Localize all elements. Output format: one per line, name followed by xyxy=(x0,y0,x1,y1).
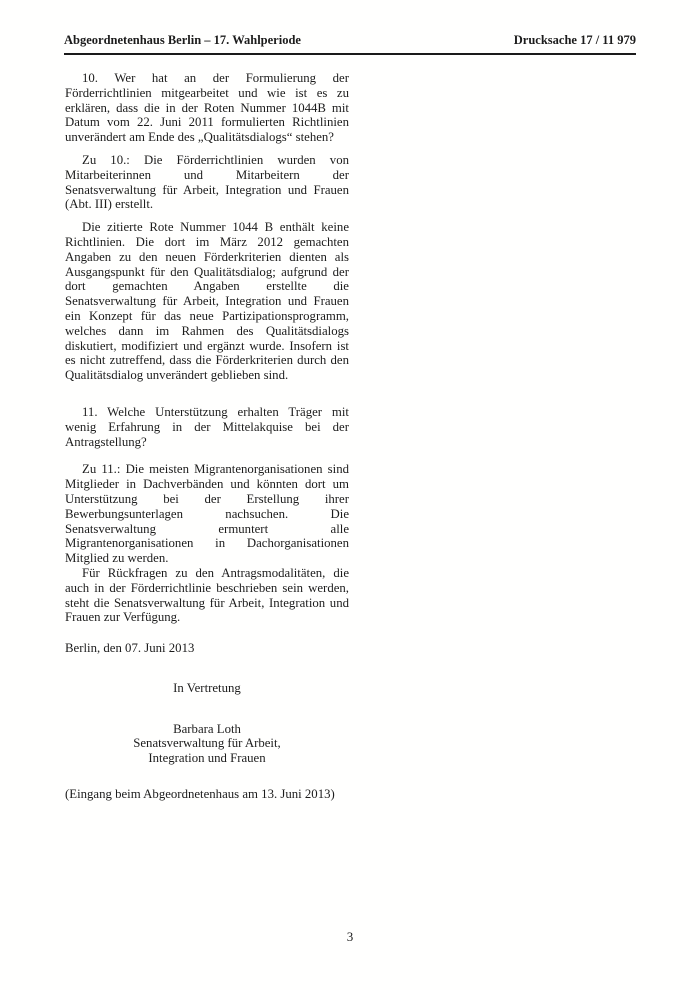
header-right-docnumber: Drucksache 17 / 11 979 xyxy=(513,33,636,47)
header-left-title: Abgeordnetenhaus Berlin – 17. Wahlperiode xyxy=(64,33,301,47)
signature-name: Barbara Loth xyxy=(173,721,241,736)
paragraph-question-10: 10. Wer hat an der Formulierung der Förderrichtlinien mitgearbeitet und wie ist es zu erklären, dass die in der Roten Nummer 1044B mit Datum vom 22. Juni 2011 formulierten Richtlinien unverändert am Ende des „Qualitätsdialogs“ stehen? xyxy=(65,71,349,145)
document-body xyxy=(65,71,349,802)
paragraph-answer-10-2: Die zitierte Rote Nummer 1044 B enthält keine Richtlinien. Die dort im März 2012 gemachten Angaben zu den neuen Förderkriterien dienten als Ausgangspunkt für den Qualitätsdialog; aufgrund der dort gemachten Angaben erstellte die Senatsverwaltung für Arbeit, Integration und Frauen ein Konzept für das neue Partizipationsprogramm, welches dann im Rahmen des Qualitätsdialogs diskutiert, modifiziert und ergänzt wurde. Insofern ist es nicht zutreffend, dass die Förderkriterien durch den Qualitätsdialog unverändert geblieben sind. xyxy=(65,220,349,383)
page-header xyxy=(64,33,636,55)
receipt-note: (Eingang beim Abgeordnetenhaus am 13. Juni 2013) xyxy=(65,787,335,802)
paragraph-answer-11-2: Für Rückfragen zu den Antragsmodalitäten, die auch in der Förderrichtlinie beschrieben sein werden, steht die Senatsverwaltung für Arbeit, Integration und Frauen zur Verfügung. xyxy=(65,565,349,625)
page-number: 3 xyxy=(346,929,354,944)
paragraph-question-11: 11. Welche Unterstützung erhalten Träger mit wenig Erfahrung in der Mittelakquise bei der Antragstellung? xyxy=(65,404,349,449)
signature-block xyxy=(65,722,349,766)
dateline: Berlin, den 07. Juni 2013 xyxy=(65,641,195,656)
signature-org-line1: Senatsverwaltung für Arbeit, xyxy=(133,736,281,751)
paragraph-answer-11-1: Zu 11.: Die meisten Migrantenorganisationen sind Mitglieder in Dachverbänden und könnten dort um Unterstützung bei der Erstellung ihrer Bewerbungsunterlagen nachsuchen. Die Senatsverwaltung ermuntert alle Migrantenorganisationen in Dachorganisationen Mitglied zu werden. xyxy=(65,462,349,566)
signature-org-line2: Integration und Frauen xyxy=(148,751,266,766)
signature-in-vertretung: In Vertretung xyxy=(173,680,241,695)
paragraph-answer-10-1: Zu 10.: Die Förderrichtlinien wurden von Mitarbeiterinnen und Mitarbeitern der Senatsverwaltung für Arbeit, Integration und Frauen (Abt. III) erstellt. xyxy=(65,152,349,212)
